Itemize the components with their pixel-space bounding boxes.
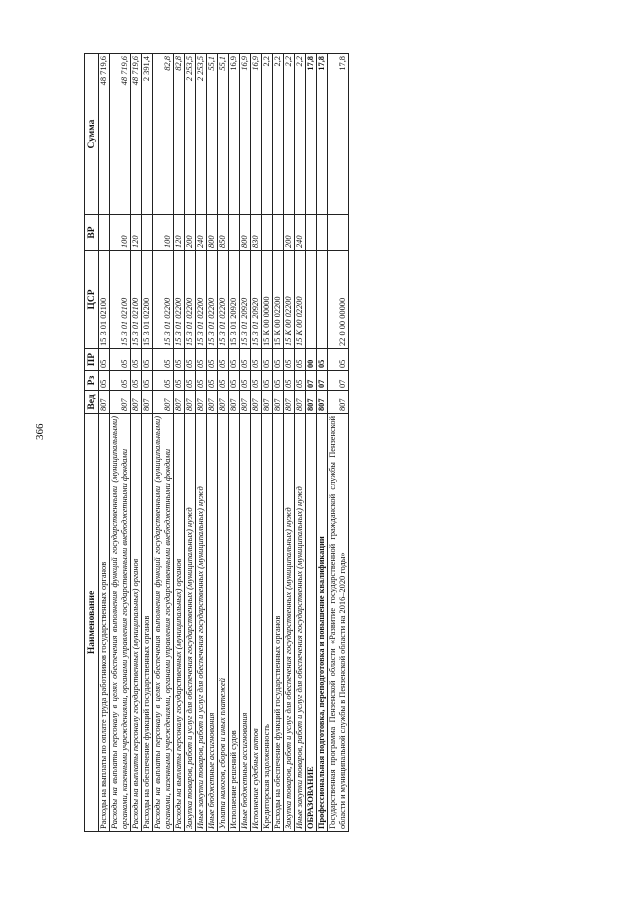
cell-ved: 807 xyxy=(229,391,240,414)
cell-csr: 15 3 01 02200 xyxy=(196,251,207,349)
cell-csr: 15 3 01 02200 xyxy=(142,251,153,349)
cell-ved: 807 xyxy=(196,391,207,414)
table-row xyxy=(153,54,174,832)
cell-name: Государственная программа Пензенской области «Развитие государственной гражданской службы Пензенской области и муниципальной службы в Пензенской области на 2016–2020 годы» xyxy=(328,414,349,832)
table-row xyxy=(295,54,306,832)
cell-rz: 05 xyxy=(229,371,240,391)
cell-sum: 55,1 xyxy=(207,54,218,215)
cell-pr: 05 xyxy=(131,349,142,371)
cell-rz: 07 xyxy=(317,371,328,391)
cell-csr: 15 К 00 00000 xyxy=(262,251,273,349)
cell-sum: 16,9 xyxy=(240,54,251,215)
cell-pr: 05 xyxy=(251,349,262,371)
cell-pr: 05 xyxy=(110,349,131,371)
cell-sum: 16,9 xyxy=(251,54,262,215)
cell-csr: 22 0 00 00000 xyxy=(328,251,349,349)
cell-sum: 55,1 xyxy=(218,54,229,215)
cell-sum: 17,8 xyxy=(306,54,317,215)
cell-rz: 05 xyxy=(99,371,110,391)
cell-sum: 16,9 xyxy=(229,54,240,215)
cell-pr: 05 xyxy=(196,349,207,371)
cell-rz: 05 xyxy=(207,371,218,391)
cell-sum: 2,2 xyxy=(295,54,306,215)
table-row xyxy=(240,54,251,832)
cell-vr xyxy=(262,215,273,251)
header-rz: Рз xyxy=(85,371,99,391)
cell-rz: 05 xyxy=(284,371,295,391)
cell-name: Расходы на выплаты персоналу в целях обеспечения выполнения функций государственными (муниципальными) органами, казенными учреждениями, органами управления государственными внебюджетными фондами xyxy=(153,414,174,832)
cell-vr xyxy=(306,215,317,251)
cell-sum: 82,8 xyxy=(153,54,174,215)
budget-table xyxy=(84,53,349,832)
cell-sum: 48 719,6 xyxy=(99,54,110,215)
table-body xyxy=(99,54,349,832)
cell-csr: 15 К 00 02200 xyxy=(295,251,306,349)
cell-name: Расходы на выплаты персоналу государственных (муниципальных) органов xyxy=(131,414,142,832)
table-row xyxy=(196,54,207,832)
cell-vr xyxy=(273,215,284,251)
cell-csr: 15 3 01 20920 xyxy=(251,251,262,349)
cell-pr: 05 xyxy=(153,349,174,371)
cell-pr: 05 xyxy=(218,349,229,371)
cell-vr: 830 xyxy=(251,215,262,251)
cell-ved: 807 xyxy=(99,391,110,414)
table-row xyxy=(229,54,240,832)
cell-vr: 120 xyxy=(131,215,142,251)
table-row xyxy=(284,54,295,832)
cell-pr: 05 xyxy=(240,349,251,371)
cell-ved: 807 xyxy=(295,391,306,414)
cell-name: Уплата налогов, сборов и иных платежей xyxy=(218,414,229,832)
table-row xyxy=(262,54,273,832)
cell-name: Исполнение судебных актов xyxy=(251,414,262,832)
table-row xyxy=(207,54,218,832)
cell-sum: 2 391,4 xyxy=(142,54,153,215)
cell-name: Иные закупки товаров, работ и услуг для обеспечения государственных (муниципальных) нужд xyxy=(196,414,207,832)
cell-sum: 2 253,5 xyxy=(185,54,196,215)
cell-name: Расходы на выплаты персоналу государственных (муниципальных) органов xyxy=(174,414,185,832)
cell-name: Кредиторская задолженность xyxy=(262,414,273,832)
cell-ved: 807 xyxy=(110,391,131,414)
table-row xyxy=(317,54,328,832)
cell-rz: 05 xyxy=(196,371,207,391)
cell-name: Иные бюджетные ассигнования xyxy=(240,414,251,832)
cell-rz: 05 xyxy=(262,371,273,391)
cell-csr: 15 3 01 02100 xyxy=(131,251,142,349)
cell-pr: 05 xyxy=(284,349,295,371)
cell-vr: 200 xyxy=(284,215,295,251)
cell-name: ОБРАЗОВАНИЕ xyxy=(306,414,317,832)
cell-pr: 05 xyxy=(174,349,185,371)
cell-sum: 2,2 xyxy=(273,54,284,215)
cell-csr: 15 3 01 02100 xyxy=(99,251,110,349)
cell-ved: 807 xyxy=(207,391,218,414)
cell-sum: 17,8 xyxy=(317,54,328,215)
cell-sum: 2 253,5 xyxy=(196,54,207,215)
cell-ved: 807 xyxy=(174,391,185,414)
cell-rz: 05 xyxy=(131,371,142,391)
table-row xyxy=(218,54,229,832)
cell-ved: 807 xyxy=(218,391,229,414)
header-pr: ПР xyxy=(85,349,99,371)
cell-rz: 05 xyxy=(110,371,131,391)
cell-pr: 05 xyxy=(99,349,110,371)
cell-vr: 120 xyxy=(174,215,185,251)
cell-csr: 15 3 01 20920 xyxy=(229,251,240,349)
cell-name: Иные бюджетные ассигнования xyxy=(207,414,218,832)
cell-pr: 05 xyxy=(262,349,273,371)
header-csr: ЦСР xyxy=(85,251,99,349)
cell-rz: 05 xyxy=(251,371,262,391)
page-number: 366 xyxy=(34,423,46,440)
cell-rz: 05 xyxy=(142,371,153,391)
cell-ved: 807 xyxy=(328,391,349,414)
header-vr: ВР xyxy=(85,215,99,251)
cell-name: Расходы на выплаты персоналу в целях обеспечения выполнения функций государственными (муниципальными) органами, казенными учреждениями, органами управления государственными внебюджетными фондами xyxy=(110,414,131,832)
cell-csr: 15 3 01 02200 xyxy=(174,251,185,349)
cell-rz: 05 xyxy=(295,371,306,391)
cell-vr: 240 xyxy=(196,215,207,251)
cell-csr: 15 3 01 02200 xyxy=(153,251,174,349)
rotated-table-container xyxy=(84,54,349,832)
cell-rz: 05 xyxy=(153,371,174,391)
cell-ved: 807 xyxy=(273,391,284,414)
table-row xyxy=(131,54,142,832)
cell-vr xyxy=(328,215,349,251)
cell-rz: 05 xyxy=(174,371,185,391)
cell-csr: 15 К 00 02200 xyxy=(284,251,295,349)
cell-rz: 05 xyxy=(240,371,251,391)
header-ved: Вед xyxy=(85,391,99,414)
table-row xyxy=(251,54,262,832)
cell-vr xyxy=(317,215,328,251)
cell-ved: 807 xyxy=(185,391,196,414)
table-row xyxy=(110,54,131,832)
cell-pr: 05 xyxy=(207,349,218,371)
cell-ved: 807 xyxy=(153,391,174,414)
cell-ved: 807 xyxy=(306,391,317,414)
cell-rz: 05 xyxy=(185,371,196,391)
cell-ved: 807 xyxy=(262,391,273,414)
cell-pr: 05 xyxy=(229,349,240,371)
cell-vr xyxy=(99,215,110,251)
cell-name: Расходы на обеспечение функций государственных органов xyxy=(273,414,284,832)
cell-sum: 48 719,6 xyxy=(110,54,131,215)
cell-pr: 05 xyxy=(273,349,284,371)
cell-name: Исполнение решений судов xyxy=(229,414,240,832)
cell-csr: 15 3 01 02100 xyxy=(110,251,131,349)
cell-ved: 807 xyxy=(317,391,328,414)
cell-pr: 00 xyxy=(306,349,317,371)
cell-name: Закупка товаров, работ и услуг для обеспечения государственных (муниципальных) нужд xyxy=(284,414,295,832)
cell-rz: 07 xyxy=(306,371,317,391)
cell-rz: 05 xyxy=(273,371,284,391)
cell-vr: 850 xyxy=(218,215,229,251)
cell-csr: 15 3 01 02200 xyxy=(185,251,196,349)
cell-sum: 17,8 xyxy=(328,54,349,215)
cell-vr xyxy=(229,215,240,251)
cell-pr: 05 xyxy=(142,349,153,371)
cell-vr: 200 xyxy=(185,215,196,251)
cell-name: Расходы на выплаты по оплате труда работников государственных органов xyxy=(99,414,110,832)
cell-name: Профессиональная подготовка, переподготовка и повышение квалификации xyxy=(317,414,328,832)
table-row xyxy=(273,54,284,832)
cell-csr xyxy=(317,251,328,349)
cell-pr: 05 xyxy=(185,349,196,371)
cell-ved: 807 xyxy=(251,391,262,414)
header-name: Наименование xyxy=(85,414,99,832)
table-row xyxy=(185,54,196,832)
cell-pr: 05 xyxy=(295,349,306,371)
cell-vr: 800 xyxy=(207,215,218,251)
cell-vr xyxy=(142,215,153,251)
table-row xyxy=(328,54,349,832)
cell-sum: 2,2 xyxy=(284,54,295,215)
cell-vr: 240 xyxy=(295,215,306,251)
cell-rz: 05 xyxy=(218,371,229,391)
cell-rz: 07 xyxy=(328,371,349,391)
cell-vr: 100 xyxy=(153,215,174,251)
table-header-row xyxy=(85,54,99,832)
cell-sum: 2,2 xyxy=(262,54,273,215)
table-row xyxy=(306,54,317,832)
cell-name: Закупка товаров, работ и услуг для обеспечения государственных (муниципальных) нужд xyxy=(185,414,196,832)
cell-csr: 15 3 01 02200 xyxy=(218,251,229,349)
cell-vr: 800 xyxy=(240,215,251,251)
cell-pr: 05 xyxy=(328,349,349,371)
cell-name: Расходы на обеспечение функций государственных органов xyxy=(142,414,153,832)
cell-csr xyxy=(306,251,317,349)
header-sum: Сумма xyxy=(85,54,99,215)
cell-name: Иные закупки товаров, работ и услуг для обеспечения государственных (муниципальных) нужд xyxy=(295,414,306,832)
cell-ved: 807 xyxy=(284,391,295,414)
cell-sum: 48 719,6 xyxy=(131,54,142,215)
cell-csr: 15 3 01 20920 xyxy=(240,251,251,349)
cell-ved: 807 xyxy=(142,391,153,414)
cell-csr: 15 3 01 02200 xyxy=(207,251,218,349)
cell-sum: 82,8 xyxy=(174,54,185,215)
cell-ved: 807 xyxy=(240,391,251,414)
cell-vr: 100 xyxy=(110,215,131,251)
cell-pr: 05 xyxy=(317,349,328,371)
table-row xyxy=(99,54,110,832)
table-row xyxy=(174,54,185,832)
table-row xyxy=(142,54,153,832)
cell-ved: 807 xyxy=(131,391,142,414)
cell-csr: 15 К 00 02200 xyxy=(273,251,284,349)
